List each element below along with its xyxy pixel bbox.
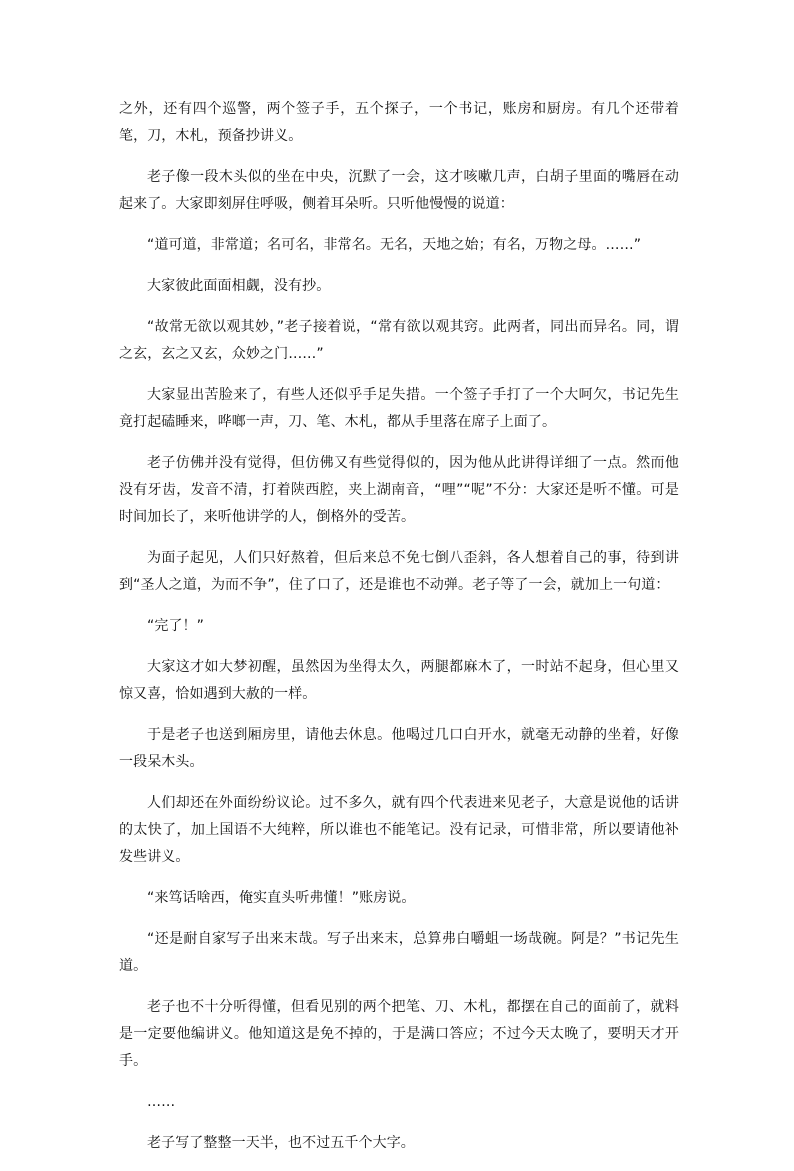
paragraph: “完了！” <box>147 618 205 634</box>
paragraph: 老子也不十分听得懂，但看见别的两个把笔、刀、木札，都摆在自己的面前了，就料是一定要他编讲义。他知道这是免不掉的，于是满口答应；不过今天太晚了，要明天才开手。 <box>119 999 679 1069</box>
paragraph: 老子写了整整一天半，也不过五千个大字。 <box>147 1135 415 1151</box>
paragraph: 老子仿佛并没有觉得，但仿佛又有些觉得似的，因为他从此讲得详细了一点。然而他没有牙齿，发音不清，打着陕西腔，夹上湖南音，“哩”“呢”不分：大家还是听不懂。可是时间加长了，来听他讲学的人，倒格外的受苦。 <box>119 455 679 525</box>
paragraph: 大家这才如大梦初醒，虽然因为坐得太久，两腿都麻木了，一时站不起身，但心里又惊又喜，恰如遇到大赦的一样。 <box>119 659 679 702</box>
paragraph: “故常无欲以观其妙，”老子接着说，“常有欲以观其窍。此两者，同出而异名。同，谓之玄，玄之又玄，众妙之门……” <box>119 319 679 362</box>
paragraph: 人们却还在外面纷纷议论。过不多久，就有四个代表进来见老子，大意是说他的话讲的太快了，加上国语不大纯粹，所以谁也不能笔记。没有记录，可惜非常，所以要请他补发些讲义。 <box>119 795 679 865</box>
paragraph: “还是耐自家写子出来末哉。写子出来末，总算弗白嚼蛆一场哉碗。阿是？”书记先生道。 <box>119 931 679 974</box>
paragraph: 大家彼此面面相觑，没有抄。 <box>147 278 331 294</box>
paragraph: 于是老子也送到厢房里，请他去休息。他喝过几口白开水，就毫无动静的坐着，好像一段呆木头。 <box>119 727 679 770</box>
document-body <box>119 96 679 1171</box>
paragraph: 为面子起见，人们只好熬着，但后来总不免七倒八歪斜，各人想着自己的事，待到讲到“圣人之道，为而不争”，住了口了，还是谁也不动弹。老子等了一会，就加上一句道： <box>119 550 679 593</box>
paragraph: “来笃话啥西，俺实直头听弗懂！”账房说。 <box>147 890 416 906</box>
paragraph: 老子像一段木头似的坐在中央，沉默了一会，这才咳嗽几声，白胡子里面的嘴唇在动起来了。大家即刻屏住呼吸，侧着耳朵听。只听他慢慢的说道： <box>119 169 679 212</box>
paragraph: 之外，还有四个巡警，两个签子手，五个探子，一个书记，账房和厨房。有几个还带着笔，刀，木札，预备抄讲义。 <box>119 101 679 144</box>
paragraph: “道可道，非常道；名可名，非常名。无名，天地之始；有名，万物之母。……” <box>147 237 642 253</box>
paragraph: …… <box>147 1094 176 1110</box>
paragraph: 大家显出苦脸来了，有些人还似乎手足失措。一个签子手打了一个大呵欠，书记先生竟打起磕睡来，哗啷一声，刀、笔、木札，都从手里落在席子上面了。 <box>119 387 679 430</box>
